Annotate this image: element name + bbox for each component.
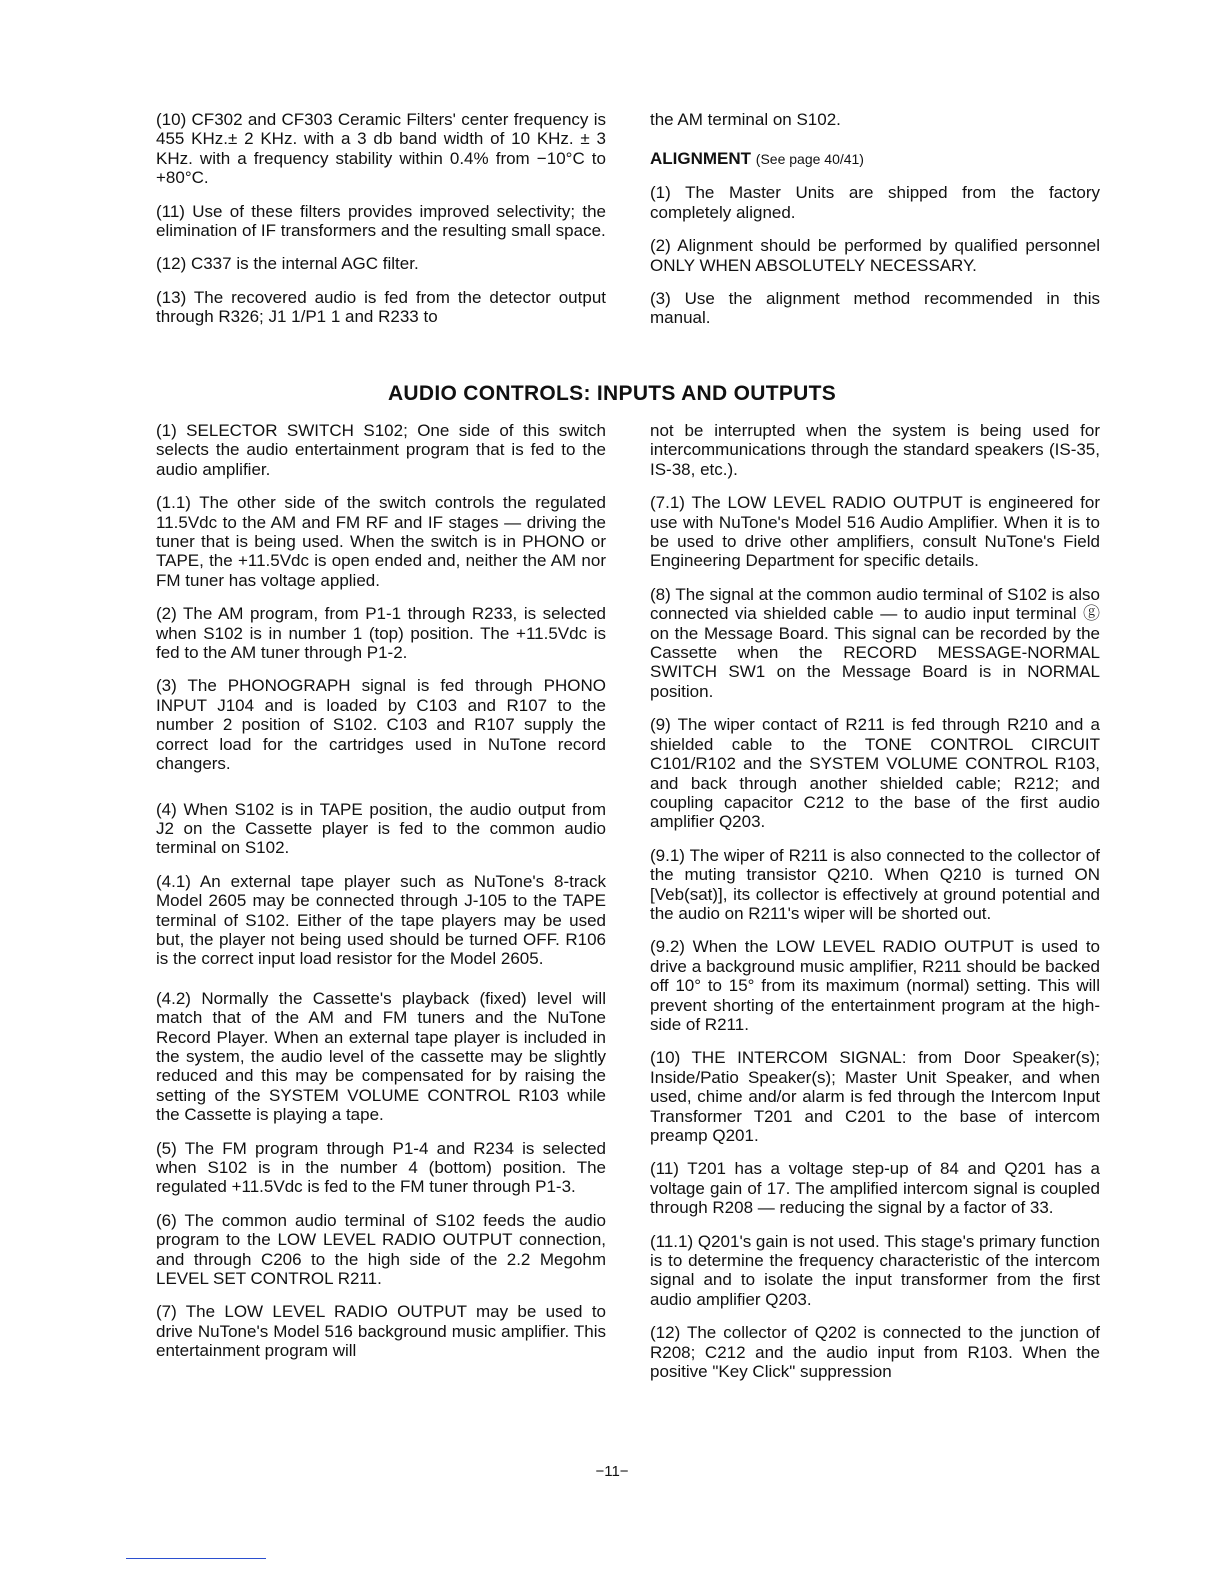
- audio-right-column: [650, 421, 1100, 1395]
- audio-paragraph: (12) The collector of Q202 is connected to the junction of R208; C212 and the audio input from R103. When the positive "Key Click" suppression: [650, 1323, 1100, 1382]
- audio-paragraph: (1.1) The other side of the switch controls the regulated 11.5Vdc to the AM and FM RF and IF stages — driving the tuner that is being used. When the switch is in PHONO or TAPE, the +11.5Vdc is open ended and, neither the AM nor FM tuner has voltage applied.: [156, 493, 606, 590]
- audio-paragraph: (1) SELECTOR SWITCH S102; One side of this switch selects the audio entertainment program that is fed to the audio amplifier.: [156, 421, 606, 479]
- audio-paragraph: (11) T201 has a voltage step-up of 84 and Q201 has a voltage gain of 17. The amplified intercom signal is coupled through R208 — reducing the signal by a factor of 33.: [650, 1159, 1100, 1218]
- alignment-item-1: (1) The Master Units are shipped from the factory completely aligned.: [650, 183, 1100, 222]
- continuation-text: the AM terminal on S102.: [650, 110, 841, 129]
- audio-paragraph: (4.1) An external tape player such as NuTone's 8-track Model 2605 may be connected through J-105 to the TAPE terminal of S102. Either of the tape players may be used but, the player not being used should be turned OFF. R106 is the correct input load resistor for the Model 2605.: [156, 871, 606, 969]
- top-left-column: [156, 110, 606, 341]
- audio-paragraph: (10) THE INTERCOM SIGNAL: from Door Speaker(s); Inside/Patio Speaker(s); Master Unit Speaker, and when used, chime and/or alarm is fed through the Intercom Input Transformer T201 and C201 to the base of intercom preamp Q201.: [650, 1048, 1100, 1145]
- alignment-page-ref: (See page 40/41): [755, 151, 864, 168]
- audio-paragraph: (7) The LOW LEVEL RADIO OUTPUT may be used to drive NuTone's Model 516 background music amplifier. This entertainment program will: [156, 1302, 606, 1361]
- audio-paragraph: (8) The signal at the common audio terminal of S102 is also connected via shielded cable — to audio input terminal ⓖ on the Message Board. This signal can be recorded by the Cassette when the RECORD MESSAGE-NORMAL SWITCH SW1 on the Message Board is in NORMAL position.: [650, 584, 1100, 701]
- alignment-title: ALIGNMENT: [650, 149, 752, 169]
- alignment-item-2: (2) Alignment should be performed by qualified personnel ONLY WHEN ABSOLUTELY NECESSARY.: [650, 236, 1100, 275]
- audio-paragraph: (2) The AM program, from P1-1 through R233, is selected when S102 is in number 1 (top) position. The +11.5Vdc is fed to the AM tuner through P1-2.: [156, 604, 606, 663]
- footnote-rule: [126, 1558, 266, 1559]
- paragraph-11-selectivity: (11) Use of these filters provides improved selectivity; the elimination of IF transformers and the resulting small space.: [156, 201, 606, 241]
- audio-paragraph: (9) The wiper contact of R211 is fed through R210 and a shielded cable to the TONE CONTROL CIRCUIT C101/R102 and the SYSTEM VOLUME CONTROL R103, and back through another shielded cable; R212; and coupling capacitor C212 to the base of the first audio amplifier Q203.: [650, 715, 1100, 832]
- audio-paragraph: (4.2) Normally the Cassette's playback (fixed) level will match that of the AM and FM tuners and the NuTone Record Player. When an external tape player is included in the system, the audio level of the cassette may be slightly reduced and this may be compensated for by raising the setting of the SYSTEM VOLUME CONTROL R103 while the Cassette is playing a tape.: [156, 988, 606, 1125]
- audio-paragraph: not be interrupted when the system is being used for intercommunications through the standard speakers (IS-35, IS-38, etc.).: [650, 421, 1100, 479]
- audio-paragraph: (4) When S102 is in TAPE position, the audio output from J2 on the Cassette player is fed to the common audio terminal on S102.: [156, 799, 606, 858]
- audio-paragraph: (9.1) The wiper of R211 is also connected to the collector of the muting transistor Q210. When Q210 is turned ON [Veb(sat)], its collector is effectively at ground potential and the audio on R211's wiper will be shorted out.: [650, 845, 1100, 923]
- audio-paragraph: (3) The PHONOGRAPH signal is fed through PHONO INPUT J104 and is loaded by C103 and R107 to the number 2 position of S102. C103 and R107 supply the correct load for the cartridges used in NuTone record changers.: [156, 676, 606, 774]
- top-right-column: [650, 110, 1100, 342]
- paragraph-13-recovered-audio: (13) The recovered audio is fed from the detector output through R326; J1 1/P1 1 and R233 to: [156, 287, 606, 327]
- audio-paragraph: (11.1) Q201's gain is not used. This stage's primary function is to determine the frequency characteristic of the intercom signal and to isolate the input transformer from the first audio amplifier Q203.: [650, 1231, 1100, 1309]
- alignment-item-3: (3) Use the alignment method recommended in this manual.: [650, 289, 1100, 328]
- audio-paragraph: (9.2) When the LOW LEVEL RADIO OUTPUT is used to drive a background music amplifier, R211 should be backed off 10° to 15° from its maximum (normal) setting. This will prevent shorting of the entertainment program at the high-side of R211.: [650, 937, 1100, 1034]
- page-number: −11−: [595, 1463, 629, 1480]
- paragraph-12-agc: (12) C337 is the internal AGC filter.: [156, 254, 419, 274]
- audio-paragraph: (5) The FM program through P1-4 and R234 is selected when S102 is in the number 4 (bottom) position. The regulated +11.5Vdc is fed to the FM tuner through P1-3.: [156, 1138, 606, 1197]
- audio-left-column: [156, 421, 606, 1375]
- audio-paragraph: (6) The common audio terminal of S102 feeds the audio program to the LOW LEVEL RADIO OUTPUT connection, and through C206 to the high side of the 2.2 Megohm LEVEL SET CONTROL R211.: [156, 1210, 606, 1289]
- paragraph-10-filters: (10) CF302 and CF303 Ceramic Filters' center frequency is 455 KHz.± 2 KHz. with a 3 db band width of 10 KHz. ± 3 KHz. with a frequency stability within 0.4% from −10°C to +80°C.: [156, 110, 606, 188]
- audio-paragraph: (7.1) The LOW LEVEL RADIO OUTPUT is engineered for use with NuTone's Model 516 Audio Amplifier. When it is to be used to drive other amplifiers, consult NuTone's Field Engineering Department for specific details.: [650, 493, 1100, 571]
- alignment-heading: [650, 149, 1100, 169]
- section-title: AUDIO CONTROLS: INPUTS AND OUTPUTS: [387, 382, 837, 405]
